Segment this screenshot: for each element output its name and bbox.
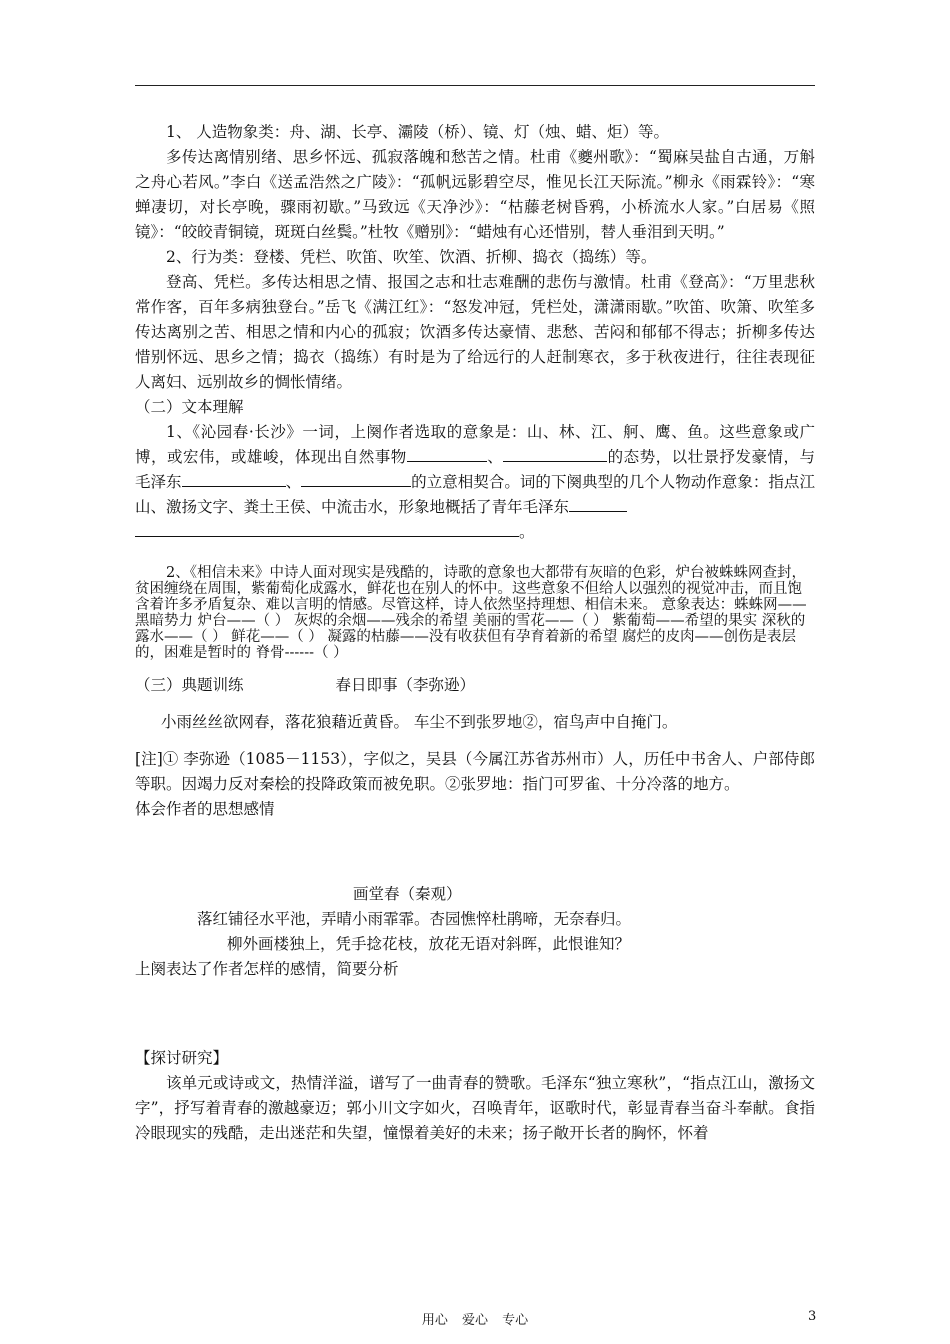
answer-blank[interactable] (503, 446, 607, 462)
question-author-feeling: 体会作者的思想感情 (135, 800, 275, 818)
document-body (135, 120, 815, 1146)
poem-chunri-jishi: 小雨丝丝欲网春，落花狼藉近黄昏。 车尘不到张罗地②，宿鸟声中自掩门。 (161, 713, 678, 731)
question-text-part1: 1、《沁园春·长沙》一词，上阕作者选取的意象是：山、林、江、舸、鹰、鱼。这些意象或广博，或宏伟，或雄峻，体现出自然事物 (135, 423, 815, 466)
footer-word: 爱心 (461, 1313, 488, 1328)
heading-text: （三）典题训练 (135, 676, 244, 694)
item-man-made-imagery: 1、 人造物象类：舟、湖、长亭、灞陵（桥）、镜、灯（烛、蜡、炬）等。 (166, 123, 670, 141)
section-heading-discussion: 【探讨研究】 (135, 1049, 229, 1067)
question-separator: 、 (285, 473, 302, 491)
answer-blank[interactable] (135, 521, 519, 537)
poem-title: 画堂春（秦观） (353, 885, 462, 903)
poem-line: 落红铺径水平池，弄晴小雨霏霏。杏园憔悴杜鹃啼，无奈春归。 (197, 910, 632, 928)
question-text-part2: 的态势，以壮景抒发豪情，与毛泽东 (135, 448, 815, 491)
question-text-part3: 的立意相契合。词的下阕典型的几个人物动作意象：指点江山、激扬文字、粪土王侯、中流击水，形象地概括了青年毛泽东 (135, 473, 815, 516)
footer-word: 专心 (502, 1313, 529, 1328)
paragraph-discussion: 该单元或诗或文，热情洋溢，谱写了一曲青春的赞歌。毛泽东“独立寒秋”，“指点江山，激扬文字”，抒写着青春的激越豪迈；郭小川文字如火，召唤青年，讴歌时代，彰显青春当奋斗奉献。食指冷眼现实的残酷，走出迷茫和失望，憧憬着美好的未来；扬子敞开长者的胸怀，怀着 (135, 1074, 815, 1142)
question-upper-stanza: 上阕表达了作者怎样的感情，简要分析 (135, 960, 399, 978)
question-end: 。 (519, 523, 535, 541)
answer-blank[interactable] (569, 496, 627, 512)
answer-blank[interactable] (182, 471, 286, 487)
answer-blank[interactable] (407, 446, 487, 462)
paragraph-behavior-meaning: 登高、凭栏。多传达相思之情、报国之志和壮志难酬的悲伤与激情。杜甫《登高》：“万里悲秋常作客，百年多病独登台。”岳飞《满江红》：“怒发冲冠，凭栏处，潇潇雨歇。”吹笛、吹箫、吹笙多传达离别之苦、相思之情和内心的孤寂；饮酒多传达豪情、悲愁、苦闷和郁郁不得志；折柳多传达惜别怀远、思乡之情；捣衣（捣练）有时是为了给远行的人赶制寒衣，多于秋夜进行，往往表现征人离妇、远别故乡的惆怅情绪。 (135, 273, 815, 391)
poem-line: 柳外画楼独上，凭手捻花枝，放花无语对斜晖，此恨谁知？ (227, 935, 631, 953)
question-separator: 、 (486, 448, 504, 466)
item-behavior-imagery: 2、行为类：登楼、凭栏、吹笛、吹笙、饮酒、折柳、捣衣（捣练）等。 (166, 248, 657, 266)
header-rule (135, 85, 815, 86)
answer-blank[interactable] (301, 471, 411, 487)
poem-title: 春日即事（李弥逊） (335, 676, 476, 694)
page-number: 3 (808, 1309, 817, 1324)
section-heading-exercises (135, 673, 815, 698)
poem-note: [注]① 李弥逊（1085－1153），字似之，吴县（今属江苏省苏州市）人，历任中书舍人、户部侍郎等职。因竭力反对秦桧的投降政策而被免职。②张罗地：指门可罗雀、十分冷落的地方。 (135, 750, 815, 793)
question-xiangxin-weilai: 2、《相信未来》中诗人面对现实是残酷的，诗歌的意象也大都带有灰暗的色彩，炉台被蛛蛛网查封，贫困缠绕在周围，紫葡萄化成露水，鲜花也在别人的怀中。这些意象不但给人以强烈的视觉冲击，而且饱含着许多矛盾复杂、难以言明的情感。尽管这样，诗人依然坚持理想、相信未来。 意象表达：蛛蛛网——黑暗势力 炉台——（ ） 灰烬的余烟——残余的希望 美丽的雪花——（ ） 紫葡萄——希望的果实 深秋的露水——（ ） 鲜花——（ ） 凝露的枯藤——没有收获但有孕育着新的希望 腐烂的皮肉——创伤是表层的，困难是暂时的 脊骨------（ ） (135, 565, 807, 661)
paragraph-man-made-meaning: 多传达离情别绪、思乡怀远、孤寂落魄和愁苦之情。杜甫《夔州歌》：“蜀麻吴盐自古通，万斛之舟心若风。”李白《送孟浩然之广陵》：“孤帆远影碧空尽，惟见长江天际流。”柳永《雨霖铃》：“寒蝉凄切，对长亭晚，骤雨初歇。”马致远《天净沙》：“枯藤老树昏鸦，小桥流水人家。”白居易《照镜》：“皎皎青铜镜，斑斑白丝鬓。”杜牧《赠别》：“蜡烛有心还惜别，替人垂泪到天明。” (135, 148, 815, 241)
question-qinyuanchun (135, 420, 815, 545)
section-heading-text-understanding: （二）文本理解 (135, 398, 244, 416)
footer-word: 用心 (421, 1313, 448, 1328)
